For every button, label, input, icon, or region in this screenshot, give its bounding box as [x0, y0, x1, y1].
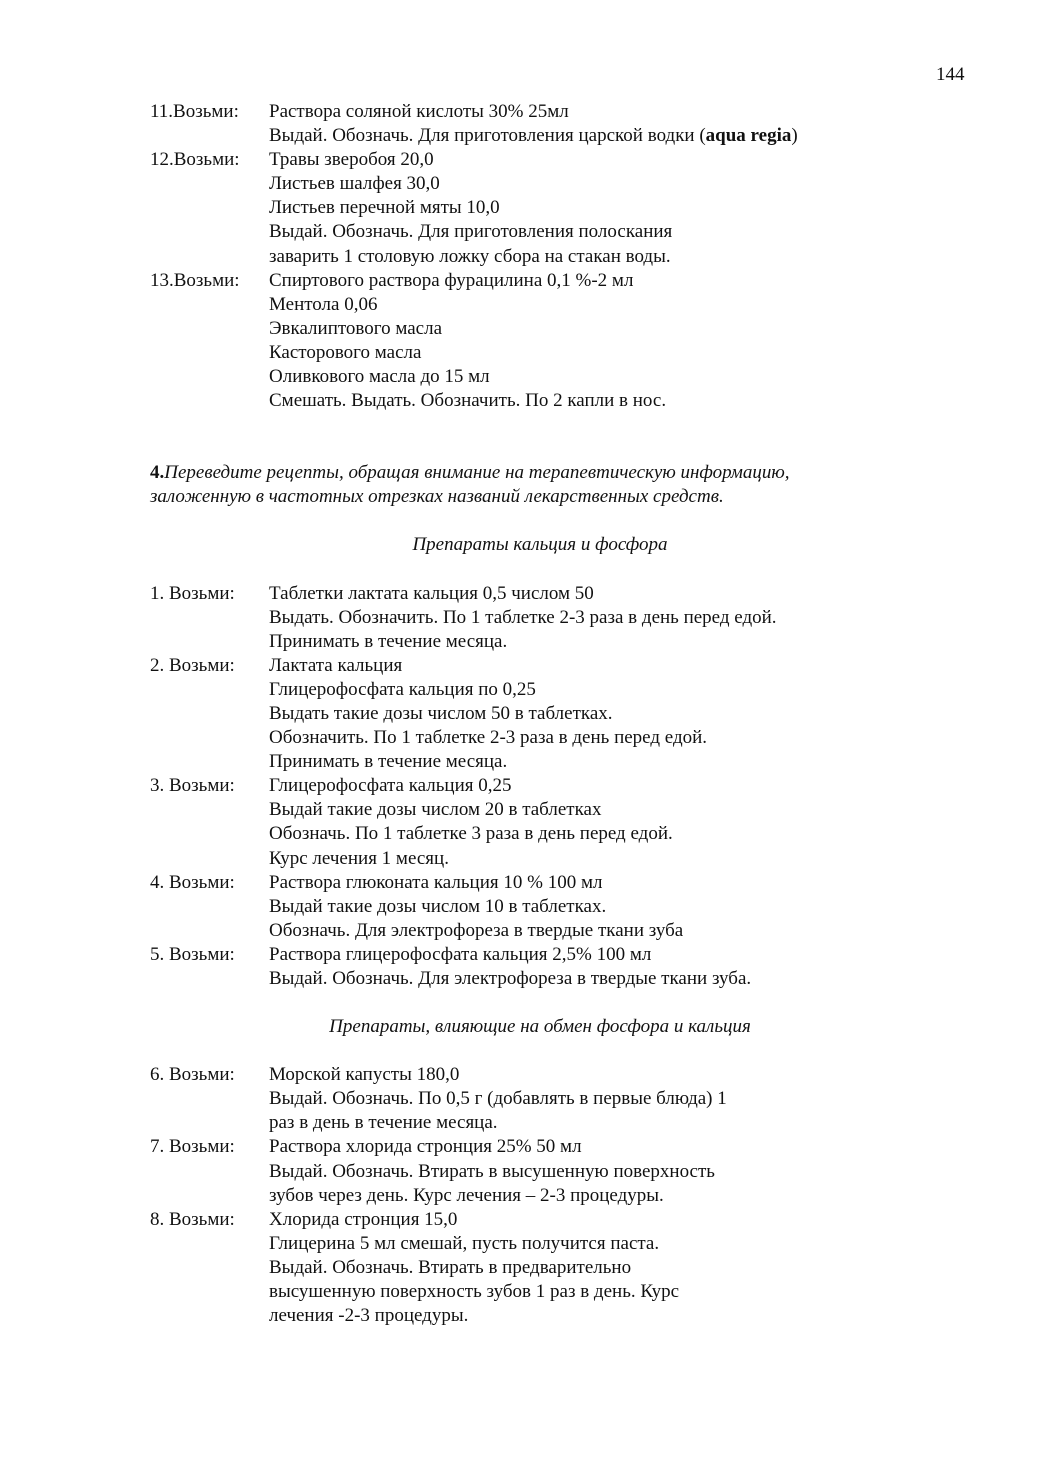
prescription-line: [150, 317, 930, 341]
prescription-text: [269, 582, 594, 606]
prescription-list-1: [150, 100, 930, 413]
prescription-text: [269, 798, 601, 822]
prescription-label: 5. Возьми:: [150, 943, 235, 965]
task-text-2: заложенную в частотных отрезках названий лекарственных средств.: [150, 486, 724, 508]
prescription-line: [150, 1184, 930, 1208]
prescription-text-main: Выдай такие дозы числом 10 в таблетках.: [269, 895, 607, 917]
prescription-line: [150, 148, 930, 172]
prescription-line: [150, 100, 930, 124]
prescription-list-3: [150, 1063, 930, 1328]
prescription-text-main: Листьев перечной мяты 10,0: [269, 197, 500, 219]
prescription-text-main: Травы зверобоя 20,0: [269, 149, 434, 171]
prescription-label: 4. Возьми:: [150, 871, 235, 893]
prescription-text-main: Смешать. Выдать. Обозначить. По 2 капли в нос.: [269, 390, 667, 412]
page-number: 144: [936, 64, 965, 85]
prescription-line: [150, 389, 930, 413]
prescription-text: [269, 1208, 457, 1232]
prescription-label: 12.Возьми:: [150, 149, 240, 171]
prescription-text: [269, 389, 666, 413]
spacer: [150, 991, 930, 1015]
prescription-list-2: [150, 582, 930, 992]
prescription-text: [269, 726, 707, 750]
prescription-text-main: Раствора соляной кислоты 30% 25мл: [269, 101, 569, 122]
prescription-text: [269, 1184, 664, 1208]
prescription-text-main: Спиртового раствора фурацилина 0,1 %-2 мл: [269, 269, 634, 291]
prescription-line: [150, 1160, 930, 1184]
prescription-text-main: Выдай. Обозначь. Втирать в высушенную поверхность: [269, 1160, 715, 1182]
prescription-text: [269, 702, 613, 726]
prescription-text-main: Хлорида стронция 15,0: [269, 1208, 458, 1230]
prescription-line: [150, 1063, 930, 1087]
prescription-text-main: Раствора глицерофосфата кальция 2,5% 100 мл: [269, 943, 652, 965]
prescription-line: [150, 750, 930, 774]
prescription-text-main: Таблетки лактата кальция 0,5 числом 50: [269, 582, 594, 604]
prescription-text: [269, 1304, 468, 1328]
prescription-text: [269, 1063, 459, 1087]
prescription-line: [150, 1256, 930, 1280]
prescription-text: [269, 943, 651, 967]
prescription-label: 11.Возьми:: [150, 101, 239, 122]
prescription-text: [269, 871, 602, 895]
prescription-text: [269, 895, 606, 919]
prescription-text-main: Принимать в течение месяца.: [269, 630, 508, 652]
prescription-line: [150, 220, 930, 244]
prescription-text: [269, 317, 442, 341]
prescription-line: [150, 124, 930, 148]
prescription-line: [150, 967, 930, 991]
prescription-line: [150, 341, 930, 365]
prescription-line: [150, 630, 930, 654]
task-4: [150, 461, 930, 509]
prescription-text: [269, 196, 500, 220]
prescription-text-main: раз в день в течение месяца.: [269, 1112, 498, 1134]
task-text-1: Переведите рецепты, обращая внимание на терапевтическую информацию,: [164, 462, 790, 484]
prescription-text: [269, 822, 673, 846]
prescription-line: [150, 847, 930, 871]
prescription-text: [269, 606, 777, 630]
prescription-line: [150, 269, 930, 293]
prescription-text: [269, 919, 683, 943]
prescription-line: [150, 1280, 930, 1304]
prescription-line: [150, 365, 930, 389]
prescription-text-main: Обозначить. По 1 таблетке 2-3 раза в день перед едой.: [269, 727, 708, 749]
prescription-text: [269, 630, 507, 654]
prescription-text-main: заварить 1 столовую ложку сбора на стакан воды.: [269, 245, 671, 267]
prescription-line: [150, 1087, 930, 1111]
prescription-label: 2. Возьми:: [150, 654, 235, 676]
prescription-text-main: Листьев шалфея 30,0: [269, 173, 440, 195]
prescription-text-main: Курс лечения 1 месяц.: [269, 847, 449, 869]
prescription-text-main: Выдать. Обозначить. По 1 таблетке 2-3 раза в день перед едой.: [269, 606, 777, 628]
prescription-line: [150, 678, 930, 702]
prescription-label: 7. Возьми:: [150, 1136, 235, 1158]
prescription-text: [269, 365, 490, 389]
task-number: 4.: [150, 462, 165, 484]
prescription-text: [269, 774, 512, 798]
prescription-line: [150, 822, 930, 846]
prescription-text: [269, 341, 421, 365]
prescription-text-main: Выдай. Обозначь. По 0,5 г (добавлять в первые блюда) 1: [269, 1088, 727, 1110]
prescription-text: [269, 220, 672, 244]
prescription-text: [269, 967, 751, 991]
prescription-text-main: Обозначь. Для электрофореза в твердые ткани зуба: [269, 919, 684, 941]
prescription-text: [269, 654, 402, 678]
prescription-text-main: высушенную поверхность зубов 1 раз в день. Курс: [269, 1281, 680, 1303]
section-title-metabolism: Препараты, влияющие на обмен фосфора и кальция: [329, 1016, 751, 1038]
prescription-text-main: Лактата кальция: [269, 654, 403, 676]
prescription-text-main: Оливкового масла до 15 мл: [269, 366, 490, 388]
prescription-text: [269, 245, 671, 269]
prescription-line: [150, 895, 930, 919]
prescription-text-main: Глицерофосфата кальция по 0,25: [269, 678, 536, 700]
prescription-line: [150, 606, 930, 630]
prescription-line: [150, 1304, 930, 1328]
prescription-line: [150, 1111, 930, 1135]
prescription-text-after: ): [791, 125, 798, 147]
prescription-label: 3. Возьми:: [150, 775, 235, 797]
prescription-text-main: Выдай. Обозначь. Втирать в предварительно: [269, 1256, 632, 1278]
prescription-text: [269, 269, 633, 293]
prescription-text-main: Выдай такие дозы числом 20 в таблетках: [269, 799, 602, 821]
page-content: [150, 100, 930, 1328]
prescription-label: 6. Возьми:: [150, 1064, 235, 1086]
prescription-text-main: Глицерофосфата кальция 0,25: [269, 775, 512, 797]
prescription-line: [150, 654, 930, 678]
prescription-text-main: Морской капусты 180,0: [269, 1064, 460, 1086]
prescription-text: [269, 1232, 659, 1256]
prescription-line: [150, 245, 930, 269]
prescription-line: [150, 293, 930, 317]
task-line-1: [150, 461, 930, 485]
prescription-text-main: Принимать в течение месяца.: [269, 751, 508, 773]
prescription-text: [269, 124, 798, 148]
prescription-line: [150, 798, 930, 822]
prescription-label: 8. Возьми:: [150, 1208, 235, 1230]
prescription-text: [269, 750, 507, 774]
prescription-label: 1. Возьми:: [150, 582, 235, 604]
prescription-text: [269, 1280, 679, 1304]
spacer: [150, 509, 930, 533]
prescription-text-main: Раствора глюконата кальция 10 % 100 мл: [269, 871, 603, 893]
prescription-line: [150, 702, 930, 726]
prescription-line: [150, 726, 930, 750]
prescription-text: [269, 172, 440, 196]
prescription-line: [150, 1135, 930, 1159]
prescription-line: [150, 1208, 930, 1232]
prescription-line: [150, 871, 930, 895]
prescription-text: [269, 1256, 631, 1280]
spacer: [150, 558, 930, 582]
prescription-text-main: Ментола 0,06: [269, 293, 378, 315]
prescription-text-main: зубов через день. Курс лечения – 2-3 процедуры.: [269, 1184, 664, 1206]
prescription-text: [269, 678, 536, 702]
prescription-text-main: Выдай. Обозначь. Для электрофореза в твердые ткани зуба.: [269, 968, 752, 989]
prescription-line: [150, 172, 930, 196]
prescription-text-main: Глицерина 5 мл смешай, пусть получится паста.: [269, 1232, 660, 1254]
prescription-line: [150, 582, 930, 606]
prescription-text-main: Выдать такие дозы числом 50 в таблетках.: [269, 702, 613, 724]
prescription-text: [269, 1160, 715, 1184]
prescription-line: [150, 1232, 930, 1256]
prescription-line: [150, 196, 930, 220]
prescription-text: [269, 1111, 498, 1135]
prescription-label: 13.Возьми:: [150, 269, 240, 291]
prescription-text-bold: aqua regia: [705, 125, 792, 147]
prescription-text-main: Раствора хлорида стронция 25% 50 мл: [269, 1136, 582, 1158]
prescription-text-main: Обозначь. По 1 таблетке 3 раза в день перед едой.: [269, 823, 673, 845]
section-title-calcium-phosphorus: Препараты кальция и фосфора: [412, 534, 668, 556]
prescription-text-main: Выдай. Обозначь. Для приготовления полоскания: [269, 221, 673, 243]
prescription-text-main: Касторового масла: [269, 341, 422, 363]
prescription-text-main: Выдай. Обозначь. Для приготовления царской водки (: [269, 125, 706, 147]
prescription-text-main: лечения -2-3 процедуры.: [269, 1305, 469, 1327]
prescription-line: [150, 774, 930, 798]
spacer: [150, 1039, 930, 1063]
prescription-text: [269, 148, 434, 172]
prescription-text: [269, 100, 569, 124]
prescription-line: [150, 943, 930, 967]
spacer: [150, 413, 930, 461]
prescription-text: [269, 1135, 582, 1159]
prescription-text: [269, 847, 449, 871]
prescription-line: [150, 919, 930, 943]
prescription-text: [269, 293, 377, 317]
prescription-text-main: Эвкалиптового масла: [269, 317, 443, 339]
prescription-text: [269, 1087, 727, 1111]
